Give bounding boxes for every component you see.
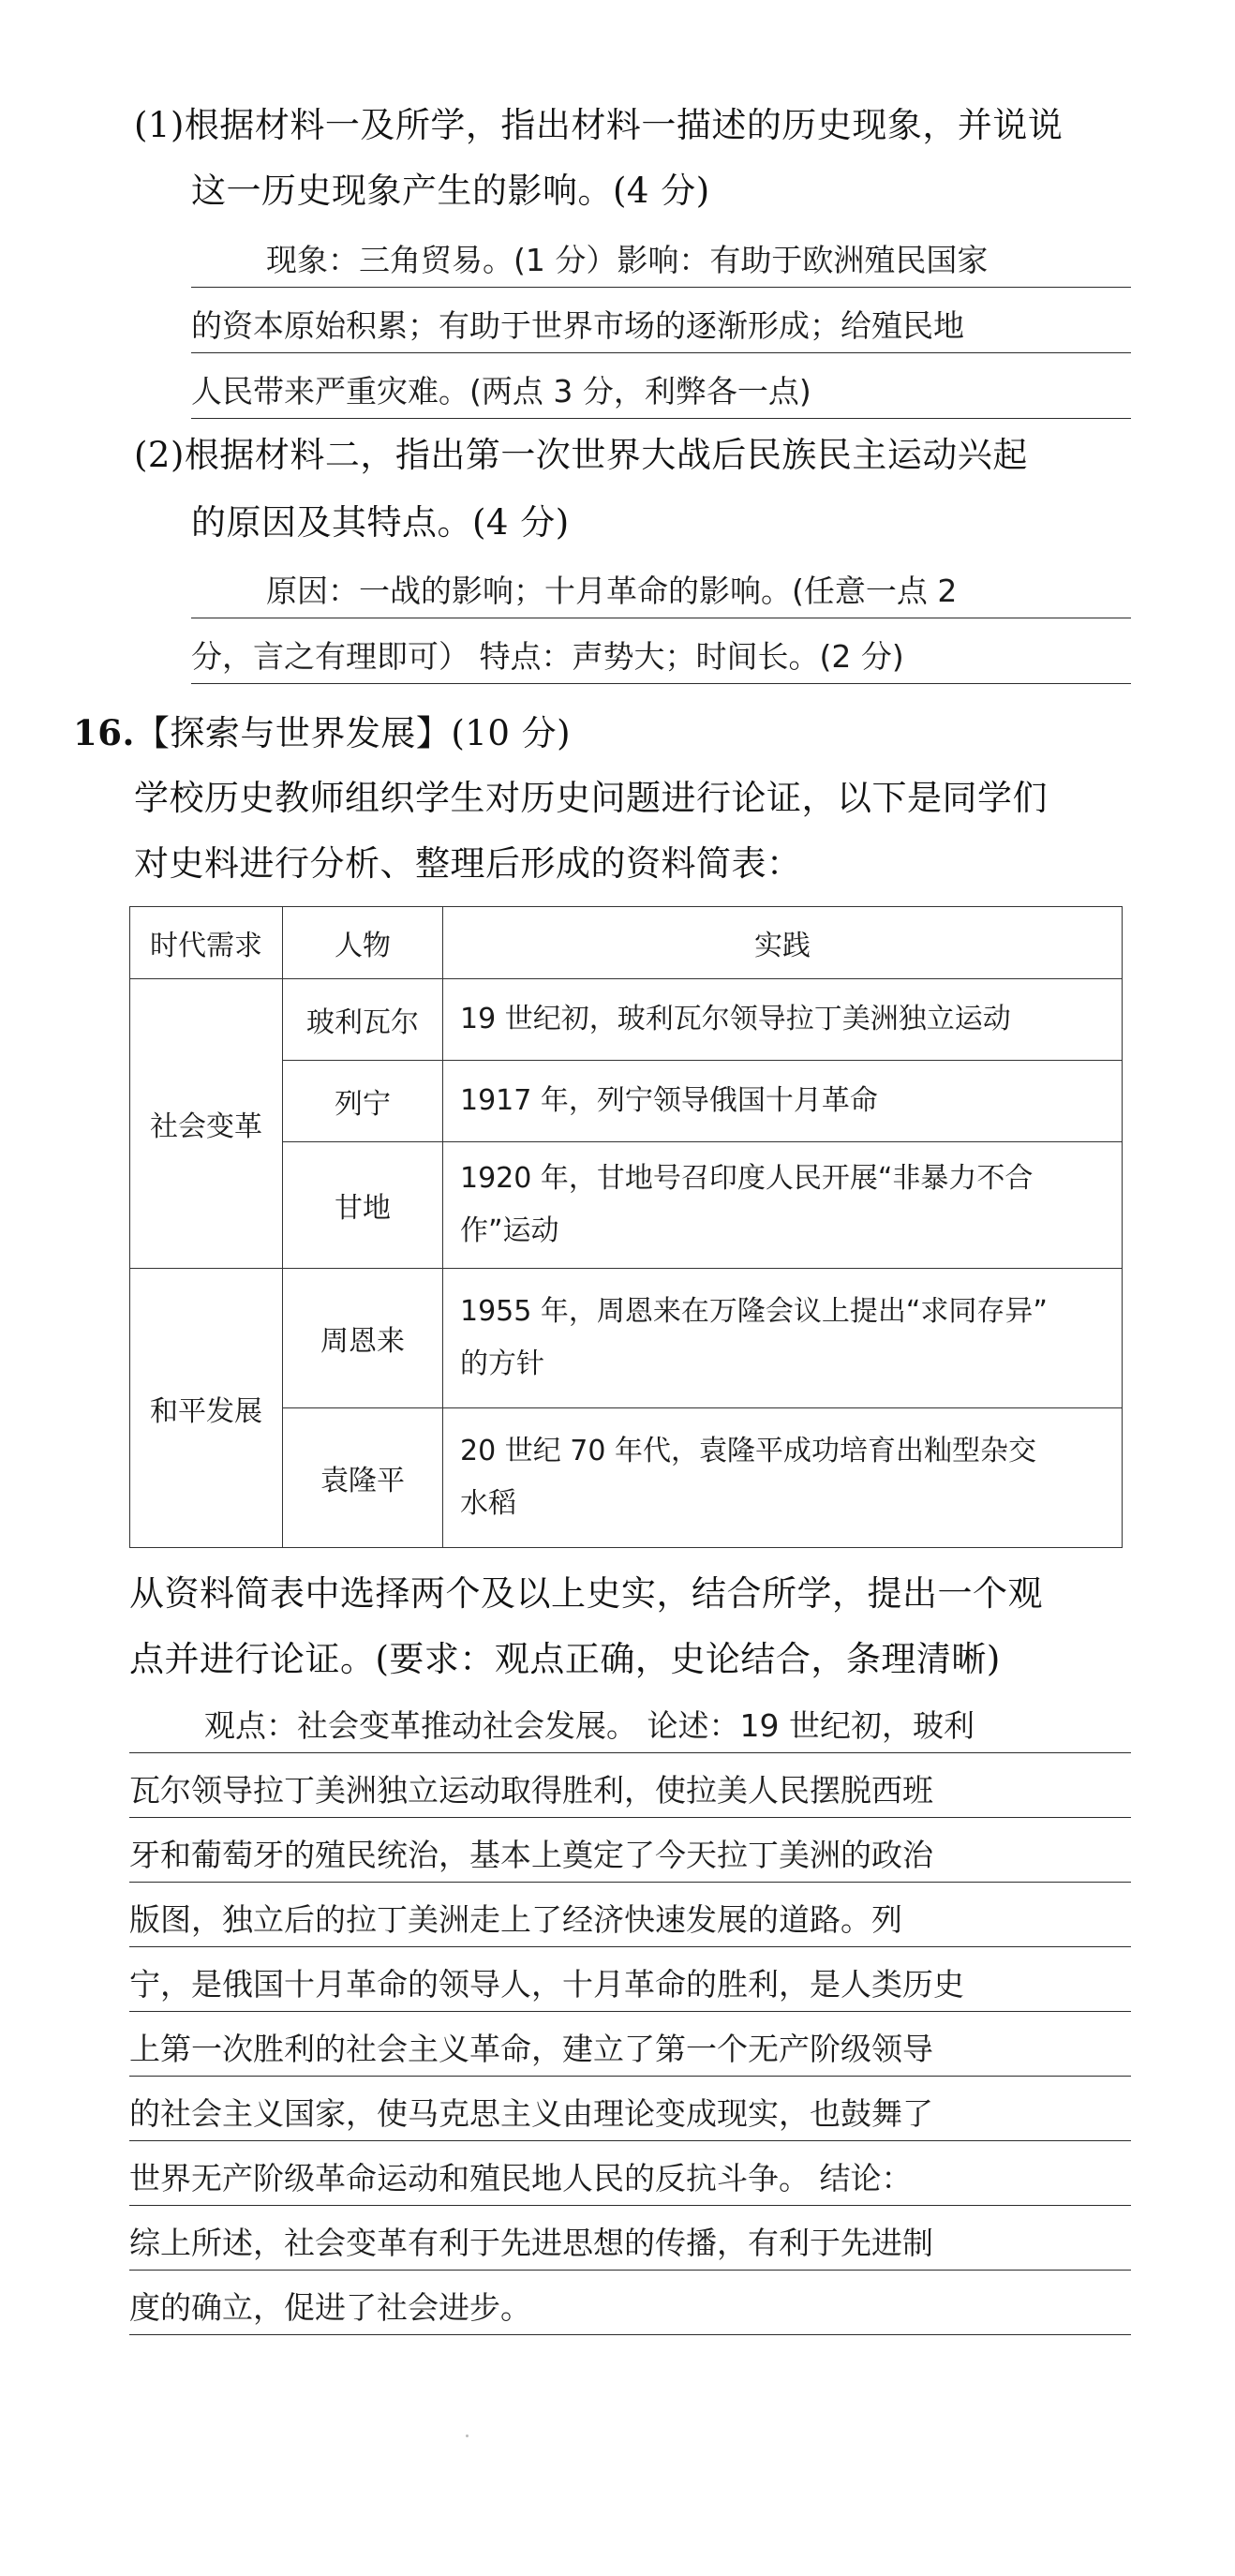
q1-answer-line: 人民带来严重灾难。(两点 3 分，利弊各一点) <box>191 365 1131 419</box>
table-header-cell: 时代需求 <box>130 907 283 979</box>
table-header-row <box>130 907 1123 979</box>
table-row <box>130 1269 1123 1408</box>
q1-answer-line: 的资本原始积累；有助于世界市场的逐渐形成；给殖民地 <box>191 300 1131 353</box>
scan-speck <box>466 2435 469 2437</box>
table-category-cell: 社会变革 <box>130 979 283 1269</box>
q16-task-line1: 从资料简表中选择两个及以上史实，结合所学，提出一个观 <box>129 1573 1043 1614</box>
q2-prompt-line2: 的原因及其特点。(4 分) <box>191 502 570 543</box>
table-header-cell: 人物 <box>283 907 443 979</box>
q16-answer-line: 瓦尔领导拉丁美洲独立运动取得胜利，使拉美人民摆脱西班 <box>129 1764 1131 1818</box>
q2-answer-line: 原因：一战的影响；十月革命的影响。(任意一点 2 <box>191 565 1131 618</box>
q16-answer-line: 综上所述，社会变革有利于先进思想的传播，有利于先进制 <box>129 2217 1131 2271</box>
table-practice-line: 19 世纪初，玻利瓦尔领导拉丁美洲独立运动 <box>460 1003 1011 1035</box>
table-practice-cell <box>443 1142 1123 1269</box>
q1-prompt-line2: 这一历史现象产生的影响。(4 分) <box>191 171 710 211</box>
q16-answer-line: 世界无产阶级革命运动和殖民地人民的反抗斗争。 结论： <box>129 2152 1131 2206</box>
q16-answer-line: 度的确立，促进了社会进步。 <box>129 2282 1131 2335</box>
table-practice-line: 1920 年，甘地号召印度人民开展“非暴力不合 <box>460 1162 1034 1195</box>
table-practice-cell <box>443 979 1123 1061</box>
q16-intro-line1: 学校历史教师组织学生对历史问题进行论证，以下是同学们 <box>134 778 1048 818</box>
q2-prompt-line1: (2)根据材料二，指出第一次世界大战后民族民主运动兴起 <box>134 435 1028 475</box>
q16-task-line2: 点并进行论证。(要求：观点正确，史论结合，条理清晰) <box>129 1639 1001 1679</box>
q1-prompt-line1: (1)根据材料一及所学，指出材料一描述的历史现象，并说说 <box>134 105 1064 145</box>
table-practice-cell <box>443 1269 1123 1408</box>
table-practice-line: 水稻 <box>460 1487 516 1520</box>
table-practice-cell <box>443 1408 1123 1548</box>
table-person-cell: 袁隆平 <box>283 1408 443 1548</box>
q16-score: (10 分) <box>451 713 572 753</box>
q16-heading <box>73 705 571 762</box>
q16-intro-line2: 对史料进行分析、整理后形成的资料简表： <box>134 843 802 884</box>
table-practice-cell <box>443 1061 1123 1142</box>
table-person-cell: 列宁 <box>283 1061 443 1142</box>
table-practice-line: 作”运动 <box>460 1214 559 1247</box>
q16-title: 【探索与世界发展】 <box>134 713 452 753</box>
table-header-cell: 实践 <box>443 907 1123 979</box>
q16-answer-line: 版图，独立后的拉丁美洲走上了经济快速发展的道路。列 <box>129 1894 1131 1947</box>
q16-answer-line: 的社会主义国家，使马克思主义由理论变成现实，也鼓舞了 <box>129 2088 1131 2141</box>
q16-answer-line: 牙和葡萄牙的殖民统治，基本上奠定了今天拉丁美洲的政治 <box>129 1829 1131 1883</box>
q2-answer-line: 分，言之有理即可） 特点：声势大；时间长。(2 分) <box>191 631 1131 684</box>
table-person-cell: 周恩来 <box>283 1269 443 1408</box>
table-row <box>130 979 1123 1061</box>
table-practice-line: 1955 年，周恩来在万隆会议上提出“求同存异” <box>460 1295 1048 1328</box>
q16-answer-line: 宁，是俄国十月革命的领导人，十月革命的胜利，是人类历史 <box>129 1958 1131 2012</box>
table-person-cell: 玻利瓦尔 <box>283 979 443 1061</box>
q16-answer-line: 上第一次胜利的社会主义革命，建立了第一个无产阶级领导 <box>129 2023 1131 2077</box>
table-practice-line: 的方针 <box>460 1348 544 1380</box>
table-person-cell: 甘地 <box>283 1142 443 1269</box>
q1-answer-line: 现象：三角贸易。(1 分）影响：有助于欧洲殖民国家 <box>191 234 1131 288</box>
table-category-cell: 和平发展 <box>130 1269 283 1548</box>
q16-answer-line: 观点：社会变革推动社会发展。 论述：19 世纪初，玻利 <box>129 1700 1131 1753</box>
q16-number: 16. <box>73 712 135 753</box>
table-practice-line: 1917 年，列宁领导俄国十月革命 <box>460 1084 878 1117</box>
historical-data-table <box>129 906 1123 1548</box>
table-practice-line: 20 世纪 70 年代，袁隆平成功培育出籼型杂交 <box>460 1435 1036 1467</box>
